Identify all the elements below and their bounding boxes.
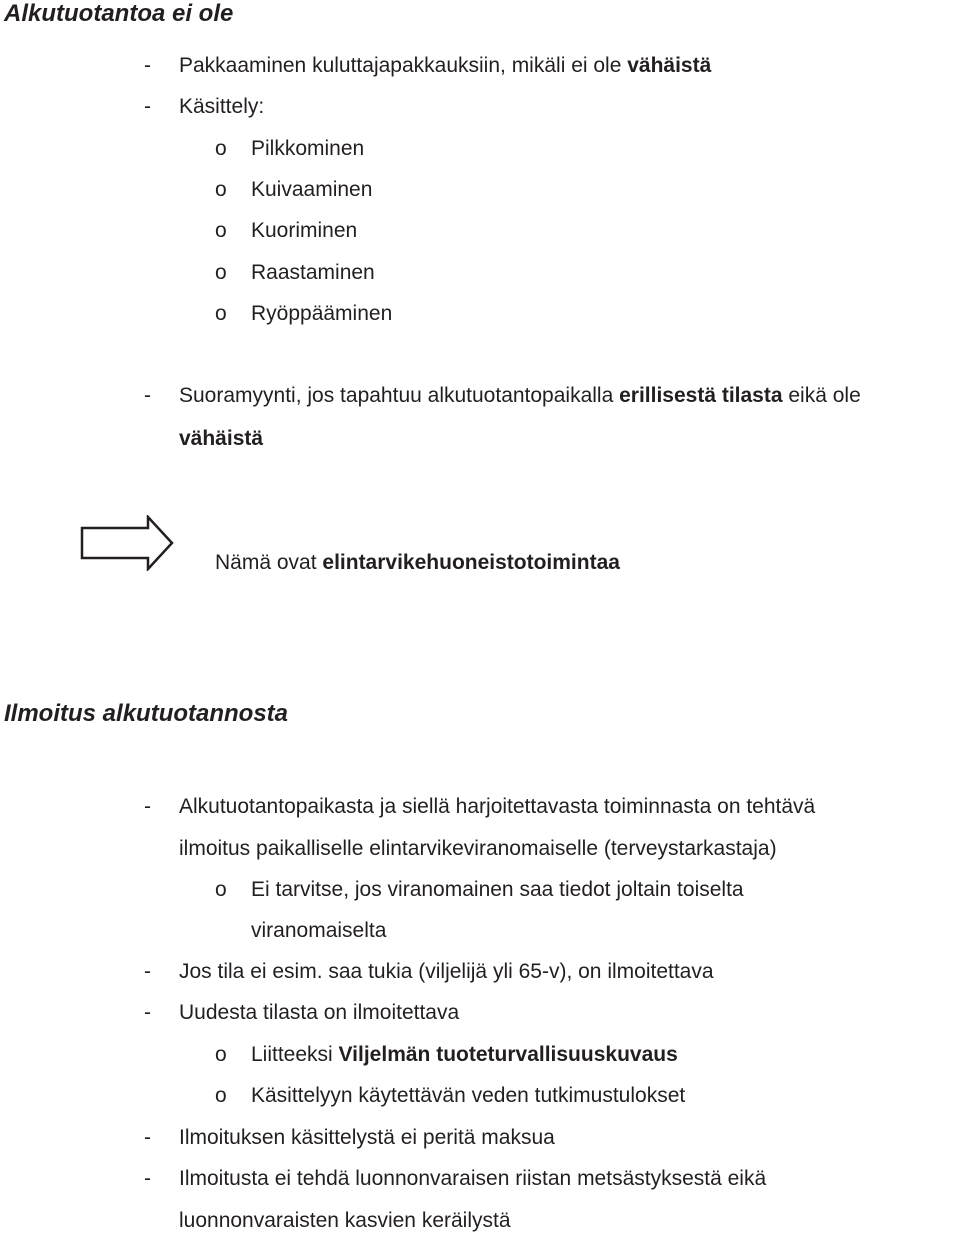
list-item-alkutuotantopaikasta: Alkutuotantopaikasta ja siellä harjoitettavasta toiminnasta on tehtävä [179, 795, 816, 818]
sublist-marker: o [215, 302, 227, 325]
sublist-item-pilkkominen: Pilkkominen [251, 137, 365, 160]
right-arrow-icon [80, 515, 175, 571]
sublist-marker: o [215, 137, 227, 160]
list-item-kasittely: Käsittely: [179, 95, 265, 118]
list-marker: - [144, 1167, 151, 1190]
sublist-item-ryoppaaminen: Ryöppääminen [251, 302, 393, 325]
sublist-item-liitteeksi [251, 1044, 678, 1065]
sublist-item-kasittelyyn: Käsittelyyn käytettävän veden tutkimustulokset [251, 1084, 686, 1107]
sublist-marker: o [215, 1084, 227, 1107]
list-item-uudesta-tilasta: Uudesta tilasta on ilmoitettava [179, 1001, 460, 1024]
sublist-marker: o [215, 178, 227, 201]
emphasis-text: vähäistä [179, 427, 264, 450]
list-marker: - [144, 960, 151, 983]
callout-plain-text: Nämä ovat [215, 551, 323, 574]
emphasis-text: vähäistä [627, 54, 712, 77]
list-item-pakkaaminen [179, 55, 711, 76]
sublist-marker: o [215, 219, 227, 242]
callout-text [215, 552, 620, 573]
list-marker: - [144, 795, 151, 818]
list-item-text: Suoramyynti, jos tapahtuu alkutuotantopaikalla [179, 384, 620, 407]
list-marker: - [144, 1126, 151, 1149]
list-item-alkutuotantopaikasta-continuation: ilmoitus paikalliselle elintarvikeviranomaiselle (terveystarkastaja) [179, 837, 777, 860]
list-marker: - [144, 1001, 151, 1024]
list-item-ilmoituksen-kasittelysta: Ilmoituksen käsittelystä ei peritä maksua [179, 1126, 555, 1149]
list-item-suoramyynti [179, 385, 861, 406]
list-marker: - [144, 54, 151, 77]
sublist-item-ei-tarvitse-continuation: viranomaiselta [251, 919, 387, 942]
list-marker: - [144, 384, 151, 407]
list-item-ilmoitusta-ei-tehda-continuation: luonnonvaraisten kasvien keräilystä [179, 1209, 511, 1232]
list-item-text: Pakkaaminen kuluttajapakkauksiin, mikäli ei ole [179, 54, 628, 77]
sublist-marker: o [215, 261, 227, 284]
section-heading-alkutuotantoa-ei-ole: Alkutuotantoa ei ole [4, 0, 234, 27]
list-item-suoramyynti-continuation [179, 428, 263, 449]
list-item-jos-tila: Jos tila ei esim. saa tukia (viljelijä yli 65-v), on ilmoitettava [179, 960, 714, 983]
list-item-ilmoitusta-ei-tehda: Ilmoitusta ei tehdä luonnonvaraisen riistan metsästyksestä eikä [179, 1167, 767, 1190]
list-item-text: eikä ole [782, 384, 861, 407]
sublist-item-kuivaaminen: Kuivaaminen [251, 178, 373, 201]
sublist-item-raastaminen: Raastaminen [251, 261, 375, 284]
sublist-marker: o [215, 1043, 227, 1066]
sublist-marker: o [215, 878, 227, 901]
emphasis-text: elintarvikehuoneistotoimintaa [322, 551, 620, 574]
emphasis-text: erillisestä tilasta [619, 384, 783, 407]
list-marker: - [144, 95, 151, 118]
section-heading-ilmoitus-alkutuotannosta: Ilmoitus alkutuotannosta [4, 700, 289, 727]
sublist-item-kuoriminen: Kuoriminen [251, 219, 358, 242]
sublist-item-ei-tarvitse: Ei tarvitse, jos viranomainen saa tiedot joltain toiselta [251, 878, 744, 901]
emphasis-text: Viljelmän tuoteturvallisuuskuvaus [338, 1043, 678, 1066]
sublist-item-text: Liitteeksi [251, 1043, 339, 1066]
